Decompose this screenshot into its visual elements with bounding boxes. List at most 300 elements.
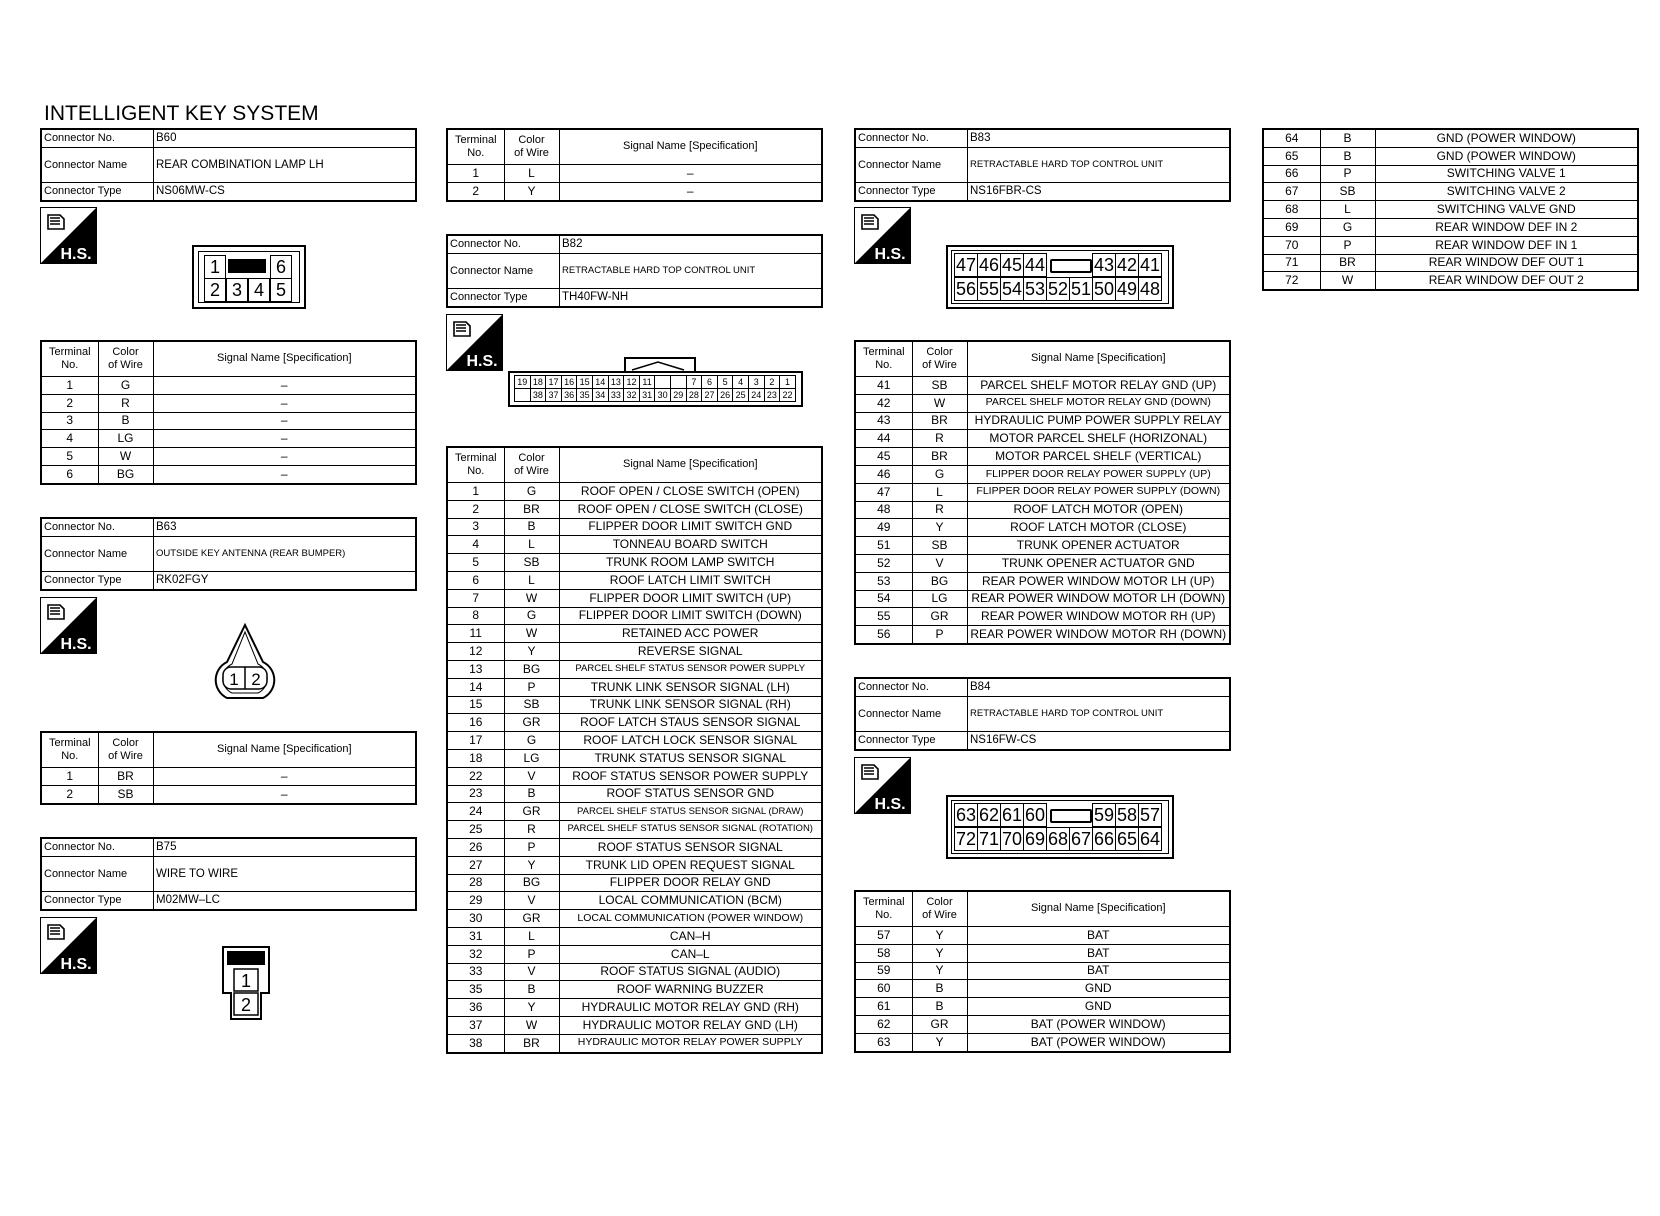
color-cell: L <box>504 165 559 183</box>
color-cell: B <box>504 518 559 536</box>
table-row <box>855 626 1230 644</box>
pin: 32 <box>623 388 640 402</box>
hs-label: H.S. <box>60 956 92 973</box>
table-row <box>447 981 822 999</box>
signal-cell: REAR POWER WINDOW MOTOR LH (DOWN) <box>967 590 1230 608</box>
pin: 38 <box>530 388 547 402</box>
terminal-cell: 33 <box>447 963 504 981</box>
signal-cell: ROOF OPEN / CLOSE SWITCH (CLOSE) <box>559 500 822 518</box>
pin: 14 <box>592 375 609 389</box>
color-cell: P <box>504 838 559 856</box>
signal-cell: ROOF LATCH MOTOR (OPEN) <box>967 501 1230 519</box>
label-connector-no: Connector No. <box>41 518 154 537</box>
table-row <box>447 803 822 821</box>
b60-signal-table <box>40 340 417 485</box>
terminal-cell: 3 <box>447 518 504 536</box>
signal-cell: REVERSE SIGNAL <box>559 643 822 661</box>
pin: 27 <box>701 388 718 402</box>
table-body <box>447 165 822 201</box>
color-cell: SB <box>1320 183 1375 201</box>
pin: 4 <box>732 375 749 389</box>
header-color: Color of Wire <box>504 129 559 165</box>
pin: 23 <box>764 388 781 402</box>
pin: 30 <box>654 388 671 402</box>
pin: 26 <box>717 388 734 402</box>
terminal-cell: 46 <box>855 465 912 483</box>
color-cell: L <box>912 483 967 501</box>
signal-cell: CAN–L <box>559 945 822 963</box>
signal-cell: – <box>153 394 416 412</box>
terminal-cell: 25 <box>447 821 504 839</box>
terminal-cell: 35 <box>447 981 504 999</box>
terminal-cell: 62 <box>855 1015 912 1033</box>
table-row <box>447 182 822 200</box>
b82-name: RETRACTABLE HARD TOP CONTROL UNIT <box>560 254 823 289</box>
terminal-cell: 59 <box>855 962 912 980</box>
pin: 41 <box>1139 255 1161 275</box>
connector-b60-header <box>40 128 417 202</box>
signal-cell: PARCEL SHELF STATUS SENSOR SIGNAL (DRAW) <box>559 803 822 821</box>
label-connector-type: Connector Type <box>447 289 560 308</box>
signal-cell: GND (POWER WINDOW) <box>1375 129 1638 147</box>
terminal-cell: 65 <box>1263 147 1320 165</box>
connector-b83-header <box>854 128 1231 202</box>
pin: 70 <box>1001 829 1023 849</box>
table-row <box>447 571 822 589</box>
pin: 34 <box>592 388 609 402</box>
label-connector-type: Connector Type <box>41 892 154 911</box>
hs-label: H.S. <box>60 636 92 653</box>
signal-cell: SWITCHING VALVE GND <box>1375 201 1638 219</box>
terminal-cell: 42 <box>855 394 912 412</box>
pin: 1 <box>779 375 796 389</box>
connector-b83-face <box>946 245 1174 309</box>
label-connector-type: Connector Type <box>41 572 154 591</box>
table-row <box>447 838 822 856</box>
table-row <box>855 998 1230 1016</box>
color-cell: G <box>504 483 559 501</box>
pin: 6 <box>701 375 718 389</box>
connector-b82-header <box>446 234 823 308</box>
signal-cell: – <box>153 412 416 430</box>
pin: 71 <box>978 829 1000 849</box>
label-connector-no: Connector No. <box>41 838 154 857</box>
header-color: Color of Wire <box>98 341 153 377</box>
terminal-cell: 28 <box>447 874 504 892</box>
pin: 53 <box>1024 279 1046 299</box>
color-cell: B <box>504 785 559 803</box>
header-color: Color of Wire <box>504 447 559 483</box>
table-row <box>855 519 1230 537</box>
color-cell: G <box>504 607 559 625</box>
table-row <box>41 785 416 803</box>
color-cell: Y <box>504 999 559 1017</box>
signal-cell: TRUNK LINK SENSOR SIGNAL (LH) <box>559 678 822 696</box>
color-cell: BR <box>504 1034 559 1052</box>
terminal-cell: 11 <box>447 625 504 643</box>
color-cell: Y <box>912 1033 967 1051</box>
label-connector-name: Connector Name <box>41 537 154 572</box>
terminal-cell: 63 <box>855 1033 912 1051</box>
signal-cell: GND <box>967 998 1230 1016</box>
b83-pin-grid <box>954 253 1166 301</box>
color-cell: W <box>504 1016 559 1034</box>
terminal-cell: 53 <box>855 572 912 590</box>
terminal-cell: 68 <box>1263 201 1320 219</box>
connector-b84-header <box>854 677 1231 751</box>
pin: 12 <box>623 375 640 389</box>
table-row <box>447 643 822 661</box>
table-row <box>447 999 822 1017</box>
pin: 61 <box>1001 805 1023 825</box>
table-row <box>855 501 1230 519</box>
color-cell: L <box>504 571 559 589</box>
terminal-cell: 56 <box>855 626 912 644</box>
color-cell: P <box>1320 236 1375 254</box>
signal-cell: TRUNK OPENER ACTUATOR GND <box>967 554 1230 572</box>
table-row <box>1263 254 1638 272</box>
b63-type: RK02FGY <box>154 572 417 591</box>
color-cell: G <box>1320 218 1375 236</box>
b75-no: B75 <box>154 838 417 857</box>
color-cell: GR <box>504 910 559 928</box>
pin: 49 <box>1116 279 1138 299</box>
signal-cell: ROOF WARNING BUZZER <box>559 981 822 999</box>
header-signal: Signal Name [Specification] <box>153 341 416 377</box>
terminal-cell: 41 <box>855 377 912 395</box>
color-cell: V <box>912 554 967 572</box>
harness-side-icon <box>40 917 97 974</box>
color-cell: W <box>98 448 153 466</box>
label-connector-no: Connector No. <box>447 235 560 254</box>
label-connector-name: Connector Name <box>855 697 968 732</box>
table-row <box>855 554 1230 572</box>
color-cell: W <box>912 394 967 412</box>
b75-name: WIRE TO WIRE <box>154 857 417 892</box>
signal-cell: FLIPPER DOOR RELAY GND <box>559 874 822 892</box>
table-row <box>855 537 1230 555</box>
pin: 1 <box>240 971 252 991</box>
signal-cell: – <box>153 448 416 466</box>
pin: 16 <box>561 375 578 389</box>
pin: 18 <box>530 375 547 389</box>
color-cell: SB <box>912 377 967 395</box>
b63-name: OUTSIDE KEY ANTENNA (REAR BUMPER) <box>154 537 417 572</box>
hs-label: H.S. <box>60 246 92 263</box>
signal-cell: ROOF STATUS SENSOR POWER SUPPLY <box>559 767 822 785</box>
pin: 2 <box>204 278 226 302</box>
color-cell: R <box>912 501 967 519</box>
b83-name: RETRACTABLE HARD TOP CONTROL UNIT <box>968 148 1231 183</box>
color-cell: Y <box>912 519 967 537</box>
connector-b60-face <box>192 245 306 309</box>
table-row <box>1263 236 1638 254</box>
signal-cell: – <box>153 377 416 395</box>
color-cell: V <box>504 892 559 910</box>
table-body <box>855 927 1230 1052</box>
pin: 58 <box>1116 805 1138 825</box>
signal-cell: BAT <box>967 927 1230 945</box>
connector-b75-face <box>221 945 271 1021</box>
terminal-cell: 2 <box>41 394 98 412</box>
b82-no: B82 <box>560 235 823 254</box>
header-terminal: Terminal No. <box>447 129 504 165</box>
terminal-cell: 57 <box>855 927 912 945</box>
signal-cell: SWITCHING VALVE 1 <box>1375 165 1638 183</box>
signal-cell: REAR POWER WINDOW MOTOR RH (DOWN) <box>967 626 1230 644</box>
b75-signal-table <box>446 128 823 202</box>
terminal-cell: 61 <box>855 998 912 1016</box>
b84-signal-table <box>854 890 1231 1053</box>
signal-cell: CAN–H <box>559 927 822 945</box>
table-row <box>447 874 822 892</box>
pin: 67 <box>1070 829 1092 849</box>
color-cell: Y <box>912 944 967 962</box>
signal-cell: FLIPPER DOOR LIMIT SWITCH (DOWN) <box>559 607 822 625</box>
table-row <box>447 732 822 750</box>
table-row <box>447 714 822 732</box>
pin: 1 <box>204 255 226 279</box>
pin: 22 <box>779 388 796 402</box>
b63-signal-table <box>40 731 417 805</box>
color-cell: P <box>912 626 967 644</box>
terminal-cell: 72 <box>1263 272 1320 290</box>
table-body <box>447 483 822 1053</box>
terminal-cell: 64 <box>1263 129 1320 147</box>
color-cell: P <box>504 678 559 696</box>
color-cell: BG <box>98 465 153 483</box>
table-row <box>447 785 822 803</box>
table-row <box>447 1016 822 1034</box>
header-terminal: Terminal No. <box>447 447 504 483</box>
table-row <box>855 394 1230 412</box>
b75-type: M02MW–LC <box>154 892 417 911</box>
table-row <box>855 412 1230 430</box>
terminal-cell: 1 <box>447 483 504 501</box>
color-cell: SB <box>504 554 559 572</box>
terminal-cell: 37 <box>447 1016 504 1034</box>
pin: 2 <box>251 670 261 689</box>
b84-no: B84 <box>968 678 1231 697</box>
color-cell: LG <box>504 749 559 767</box>
signal-cell: MOTOR PARCEL SHELF (HORIZONAL) <box>967 430 1230 448</box>
terminal-cell: 22 <box>447 767 504 785</box>
pin: 44 <box>1024 255 1046 275</box>
terminal-cell: 2 <box>447 182 504 200</box>
terminal-cell: 4 <box>447 536 504 554</box>
header-terminal: Terminal No. <box>855 891 912 927</box>
signal-cell: TRUNK STATUS SENSOR SIGNAL <box>559 749 822 767</box>
terminal-cell: 48 <box>855 501 912 519</box>
color-cell: P <box>1320 165 1375 183</box>
terminal-cell: 27 <box>447 856 504 874</box>
header-terminal: Terminal No. <box>41 341 98 377</box>
pin: 5 <box>270 278 292 302</box>
terminal-cell: 24 <box>447 803 504 821</box>
terminal-cell: 36 <box>447 999 504 1017</box>
color-cell: Y <box>912 962 967 980</box>
b83-signal-table <box>854 340 1231 645</box>
color-cell: W <box>1320 272 1375 290</box>
pin: 60 <box>1024 805 1046 825</box>
pin: 15 <box>576 375 593 389</box>
pin: 50 <box>1093 279 1115 299</box>
table-row <box>447 910 822 928</box>
b84-type: NS16FW-CS <box>968 732 1231 751</box>
terminal-cell: 47 <box>855 483 912 501</box>
pin: 4 <box>248 278 270 302</box>
label-connector-type: Connector Type <box>855 183 968 202</box>
table-row <box>1263 201 1638 219</box>
table-body <box>855 377 1230 644</box>
pin: 64 <box>1139 829 1161 849</box>
table-row <box>447 518 822 536</box>
signal-cell: TRUNK LINK SENSOR SIGNAL (RH) <box>559 696 822 714</box>
signal-cell: PARCEL SHELF MOTOR RELAY GND (DOWN) <box>967 394 1230 412</box>
signal-cell: ROOF LATCH LIMIT SWITCH <box>559 571 822 589</box>
pin: 6 <box>270 255 292 279</box>
header-signal: Signal Name [Specification] <box>967 891 1230 927</box>
table-body <box>1263 129 1638 290</box>
table-row <box>447 892 822 910</box>
lock-tab <box>1050 259 1092 273</box>
signal-cell: HYDRAULIC MOTOR RELAY GND (RH) <box>559 999 822 1017</box>
color-cell: GR <box>504 803 559 821</box>
color-cell: Y <box>504 182 559 200</box>
pin: 5 <box>717 375 734 389</box>
table-row <box>1263 218 1638 236</box>
terminal-cell: 71 <box>1263 254 1320 272</box>
signal-cell: ROOF STATUS SENSOR GND <box>559 785 822 803</box>
color-cell: G <box>504 732 559 750</box>
table-row <box>855 608 1230 626</box>
signal-cell: HYDRAULIC MOTOR RELAY POWER SUPPLY <box>559 1034 822 1052</box>
color-cell: B <box>98 412 153 430</box>
terminal-cell: 43 <box>855 412 912 430</box>
signal-cell: ROOF OPEN / CLOSE SWITCH (OPEN) <box>559 483 822 501</box>
signal-cell: GND <box>967 980 1230 998</box>
table-row <box>447 1034 822 1052</box>
pin: 59 <box>1093 805 1115 825</box>
terminal-cell: 31 <box>447 927 504 945</box>
table-row <box>447 945 822 963</box>
pin <box>654 375 671 389</box>
label-connector-type: Connector Type <box>41 183 154 202</box>
terminal-cell: 51 <box>855 537 912 555</box>
b83-type: NS16FBR-CS <box>968 183 1231 202</box>
color-cell: GR <box>912 608 967 626</box>
table-row <box>447 767 822 785</box>
pin: 28 <box>686 388 703 402</box>
pin: 24 <box>748 388 765 402</box>
signal-cell: ROOF LATCH STAUS SENSOR SIGNAL <box>559 714 822 732</box>
pin: 2 <box>764 375 781 389</box>
table-row <box>447 821 822 839</box>
pin: 31 <box>639 388 656 402</box>
color-cell: B <box>912 980 967 998</box>
terminal-cell: 55 <box>855 608 912 626</box>
terminal-cell: 3 <box>41 412 98 430</box>
terminal-cell: 23 <box>447 785 504 803</box>
terminal-cell: 14 <box>447 678 504 696</box>
signal-cell: BAT (POWER WINDOW) <box>967 1015 1230 1033</box>
header-color: Color of Wire <box>912 341 967 377</box>
signal-cell: HYDRAULIC MOTOR RELAY GND (LH) <box>559 1016 822 1034</box>
signal-cell: FLIPPER DOOR RELAY POWER SUPPLY (DOWN) <box>967 483 1230 501</box>
header-signal: Signal Name [Specification] <box>559 447 822 483</box>
table-row <box>447 927 822 945</box>
color-cell: V <box>504 963 559 981</box>
b63-no: B63 <box>154 518 417 537</box>
terminal-cell: 67 <box>1263 183 1320 201</box>
pin: 45 <box>1001 255 1023 275</box>
table-row <box>447 483 822 501</box>
signal-cell: – <box>153 465 416 483</box>
color-cell: L <box>504 536 559 554</box>
pin: 68 <box>1047 829 1069 849</box>
color-cell: BR <box>912 448 967 466</box>
label-connector-type: Connector Type <box>855 732 968 751</box>
color-cell: V <box>504 767 559 785</box>
table-row <box>447 963 822 981</box>
pin: 7 <box>686 375 703 389</box>
pin: 35 <box>576 388 593 402</box>
pin: 42 <box>1116 255 1138 275</box>
lock-tab <box>1050 809 1092 823</box>
terminal-cell: 17 <box>447 732 504 750</box>
pin: 57 <box>1139 805 1161 825</box>
table-row <box>447 165 822 183</box>
table-row <box>447 678 822 696</box>
terminal-cell: 5 <box>41 448 98 466</box>
table-row <box>447 500 822 518</box>
signal-cell: HYDRAULIC PUMP POWER SUPPLY RELAY <box>967 412 1230 430</box>
pin: 55 <box>978 279 1000 299</box>
terminal-cell: 58 <box>855 944 912 962</box>
color-cell: SB <box>912 537 967 555</box>
terminal-cell: 18 <box>447 749 504 767</box>
signal-cell: TRUNK OPENER ACTUATOR <box>967 537 1230 555</box>
table-row <box>855 980 1230 998</box>
color-cell: Y <box>504 856 559 874</box>
pin: 46 <box>978 255 1000 275</box>
table-row <box>1263 183 1638 201</box>
pin: 65 <box>1116 829 1138 849</box>
header-color: Color of Wire <box>98 732 153 768</box>
hs-label: H.S. <box>874 246 906 263</box>
table-row <box>855 377 1230 395</box>
table-row <box>855 927 1230 945</box>
b84-signal-table-continued <box>1262 128 1639 291</box>
signal-cell: GND (POWER WINDOW) <box>1375 147 1638 165</box>
signal-cell: REAR WINDOW DEF OUT 1 <box>1375 254 1638 272</box>
signal-cell: TRUNK LID OPEN REQUEST SIGNAL <box>559 856 822 874</box>
table-row <box>447 749 822 767</box>
b84-pin-grid <box>954 803 1166 851</box>
connector-b63-face <box>205 622 285 700</box>
table-row <box>447 589 822 607</box>
terminal-cell: 15 <box>447 696 504 714</box>
terminal-cell: 1 <box>447 165 504 183</box>
signal-cell: REAR WINDOW DEF IN 2 <box>1375 218 1638 236</box>
color-cell: BG <box>912 572 967 590</box>
header-terminal: Terminal No. <box>855 341 912 377</box>
terminal-cell: 38 <box>447 1034 504 1052</box>
table-row <box>855 590 1230 608</box>
pin: 13 <box>608 375 625 389</box>
label-connector-name: Connector Name <box>41 857 154 892</box>
color-cell: BR <box>1320 254 1375 272</box>
